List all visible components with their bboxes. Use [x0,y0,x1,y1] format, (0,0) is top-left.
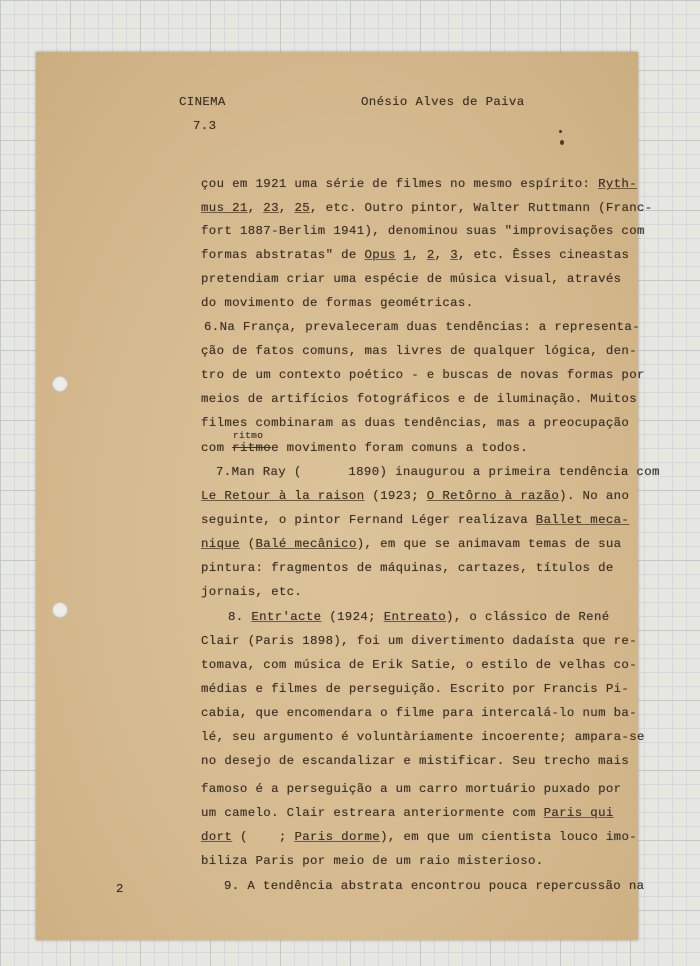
film-title: 25 [294,201,311,215]
text-line: nique (Balé mecânico), em que se animavam temas de sua [201,537,622,551]
text-line: 8. Entr'acte (1924; Entreato), o clássico de René [228,610,610,624]
film-title: Le Retour à la raison [201,489,365,503]
film-title: Ballet meca- [535,513,630,527]
text-line: no desejo de escandalizar e mistificar. Seu trecho mais [201,754,630,768]
film-title: O Retôrno à razão [426,489,560,503]
text-line: famoso é a perseguição a um carro mortuário puxado por [201,782,622,796]
text-line: jornais, etc. [201,585,303,599]
text-line: formas abstratas" de Opus 1, 2, 3, etc. Êsses cineastas [201,248,630,262]
film-title: mus 21 [201,201,248,215]
text-line: um camelo. Clair estreara anteriormente com Paris qui [201,806,614,820]
binder-hole-bottom [52,602,68,618]
ink-speck [560,140,564,145]
text-line: do movimento de formas geométricas. [201,296,474,310]
film-title: 23 [263,201,279,215]
text-line: biliza Paris por meio de um raio misterioso. [201,854,544,868]
text-line: 7.Man Ray ( 1890) inaugurou a primeira tendência com [216,465,660,479]
binder-hole-top [52,376,68,392]
ink-speck [559,130,562,133]
text-line: tro de um contexto poético - e buscas de novas formas por [201,368,645,382]
text-line: Le Retour à la raison (1923; O Retôrno à razão). No ano [201,489,630,503]
author-name: Onésio Alves de Paiva [361,95,525,109]
text-line: pretendiam criar uma espécie de música visual, através [201,272,622,286]
text-line: 9. A tendência abstrata encontrou pouca repercussão na [224,879,645,893]
film-title: Entreato [383,610,447,624]
typewritten-page [36,52,660,940]
film-title: Ryth- [598,177,638,191]
text-line: meios de artifícios fotográficos e de iluminação. Muitos [201,392,637,406]
struck-word: ritmo [232,441,272,455]
text-line: tomava, com música de Erik Satie, o estilo de velhas co- [201,658,637,672]
film-title: Paris qui [543,806,614,820]
section-number: 7.3 [193,119,217,133]
film-title: Entr'acte [251,610,322,624]
text-line: médias e filmes de perseguição. Escrito por Francis Pi- [201,682,630,696]
page-number: 2 [116,882,124,896]
text-line: çou em 1921 uma série de filmes no mesmo espírito: Ryth- [201,177,638,191]
text-line: pintura: fragmentos de máquinas, cartazes, títulos de [201,561,614,575]
text-line: 6.Na França, prevaleceram duas tendências: a representa- [204,320,640,334]
text-line: com ritmoe movimento foram comuns a todos. [201,441,529,455]
text-line: seguinte, o pintor Fernand Léger realizava Ballet meca- [201,513,630,527]
text-line: dort ( ; Paris dorme), em que um cientista louco imo- [201,830,638,844]
text-line: mus 21, 23, 25, etc. Outro pintor, Walter Ruttmann (Franc- [201,201,653,215]
film-title: dort [201,830,233,844]
text-line: Clair (Paris 1898), foi um divertimento dadaísta que re- [201,634,637,648]
text-line: filmes combinaram as duas tendências, mas a preocupação [201,416,630,430]
film-title: Balé mecânico [255,537,357,551]
handwritten-insertion: ritmo [233,430,264,441]
film-title: nique [201,537,240,551]
section-title: CINEMA [179,95,226,109]
text-line: ção de fatos comuns, mas livres de qualquer lógica, den- [201,344,637,358]
text-line: fort 1887-Berlim 1941), denominou suas "improvisações com [201,224,645,238]
text-line: cabia, que encomendara o filme para intercalá-lo num ba- [201,706,637,720]
film-title: Paris dorme [294,830,381,844]
text-line: lé, seu argumento é voluntàriamente incoerente; ampara-se [201,730,645,744]
film-title: Opus [364,248,396,262]
